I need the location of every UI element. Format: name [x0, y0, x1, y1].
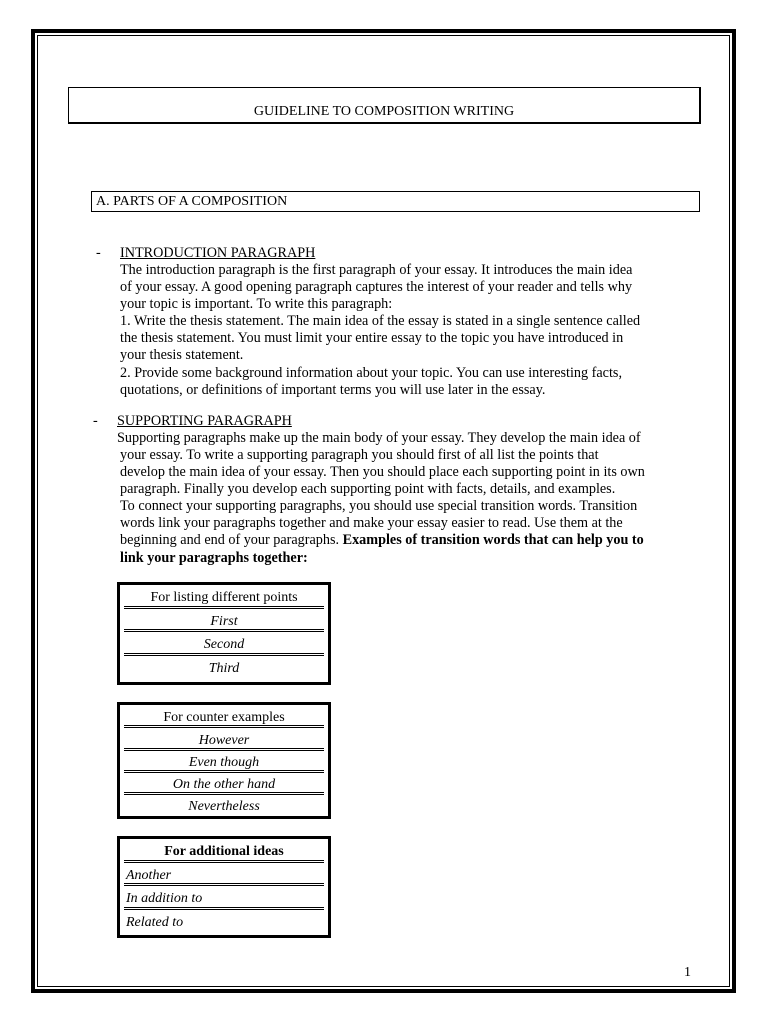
table-header: For additional ideas — [124, 841, 324, 863]
supporting-bold-text: Examples of transition words that can help you to link your paragraphs together: — [120, 532, 644, 566]
table-item: Nevertheless — [188, 799, 260, 814]
table-header: For counter examples — [124, 707, 324, 728]
intro-heading: INTRODUCTION PARAGRAPH — [120, 245, 316, 261]
table-item: In addition to — [124, 888, 324, 910]
transition-table-counter — [117, 702, 331, 819]
supporting-paragraph — [120, 447, 720, 567]
table-header: For listing different points — [124, 587, 324, 609]
page-number: 1 — [684, 965, 691, 980]
table-item: On the other hand — [124, 774, 324, 795]
intro-paragraph: The introduction paragraph is the first paragraph of your essay. It introduces the main idea of your essay. A good opening paragraph captures the interest of your reader and tells why your topic is important. To write this paragraph: 1. Write the thesis statement. The main idea of the essay is stated in a single sentence called the thesis statement. You must limit your entire essay to the topic you have introduced in your thesis statement. 2. Provide some background information about your topic. You can use interesting facts, quotations, or definitions of important terms you will use later in the essay. — [120, 262, 641, 398]
document-title: GUIDELINE TO COMPOSITION WRITING — [68, 87, 701, 124]
transition-table-additional — [117, 836, 331, 938]
table-item: Another — [124, 865, 324, 887]
supporting-heading: SUPPORTING PARAGRAPH — [117, 413, 292, 429]
supporting-first-line: Supporting paragraphs make up the main body of your essay. They develop the main idea of — [117, 430, 641, 446]
table-item: Related to — [126, 914, 184, 930]
table-item: First — [124, 611, 324, 633]
table-item: Even though — [124, 752, 324, 773]
supporting-text: your essay. To write a supporting paragraph you should first of all list the points that develop the main idea of your essay. Then you should place each supporting point in its own paragraph. Finally you develop each supporting point with facts, details, and examples. To connect your supporting paragraphs, you should use special transition words. Transition words link your paragraphs together and make your essay easier to read. Use them at the beginning and end of your paragraphs. — [120, 447, 645, 549]
table-item: However — [124, 730, 324, 751]
transition-table-listing — [117, 582, 331, 685]
bullet-dash: - — [96, 245, 101, 261]
table-item: Second — [124, 634, 324, 656]
section-heading: A. PARTS OF A COMPOSITION — [91, 191, 700, 212]
bullet-dash: - — [93, 413, 98, 429]
table-item: Third — [208, 660, 240, 676]
